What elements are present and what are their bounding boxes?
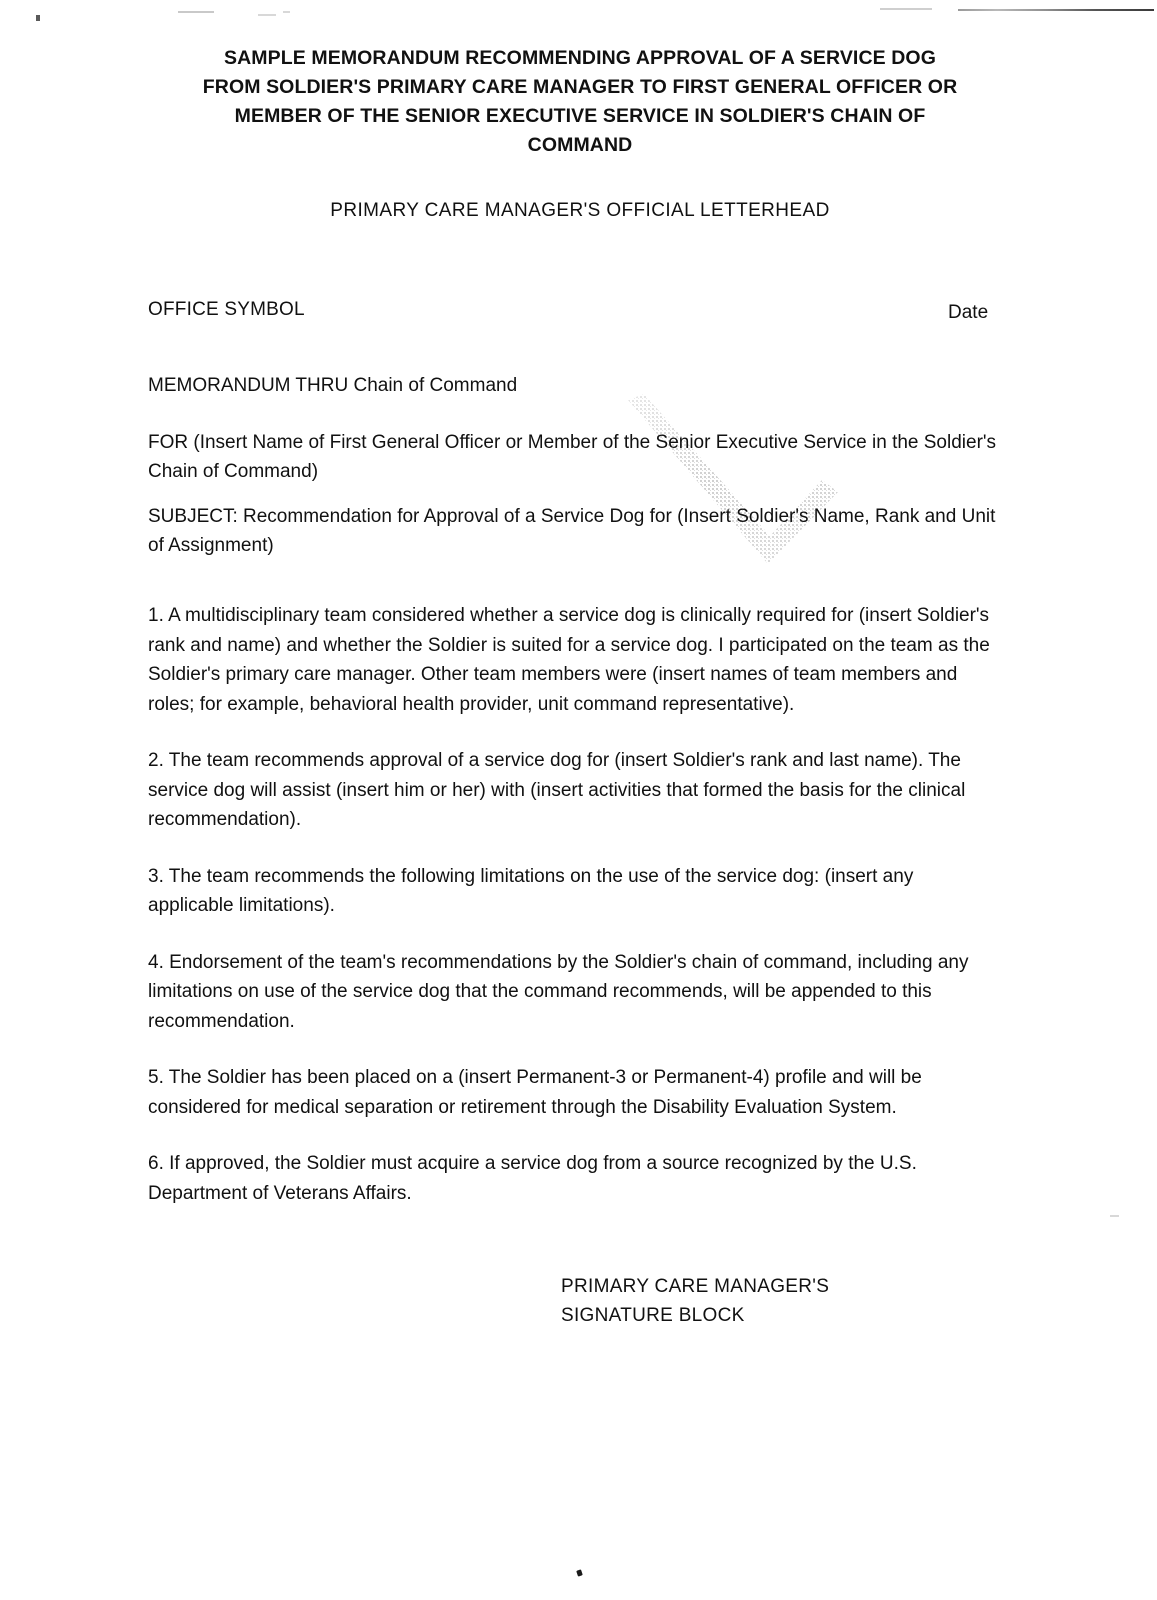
- memorandum-subject-line: SUBJECT: Recommendation for Approval of a Service Dog for (Insert Soldier's Name, Rank and Unit of Assignment): [148, 506, 996, 556]
- signature-block: [561, 1272, 829, 1330]
- scan-artifact-line-left: [178, 11, 214, 13]
- scan-artifact-speck-bottom: [576, 1569, 583, 1576]
- body-paragraph-6: 6. If approved, the Soldier must acquire a service dog from a source recognized by the U.S. Department of Veterans Affairs.: [148, 1153, 917, 1204]
- body-paragraph-4: 4. Endorsement of the team's recommendations by the Soldier's chain of command, including any limitations on use of the service dog that the command recommends, will be appended to this recommendation.: [148, 951, 969, 1032]
- body-paragraph-2: 2. The team recommends approval of a service dog for (insert Soldier's rank and last name). The service dog will assist (insert him or her) with (insert activities that formed the basis for the clinical recommendation).: [148, 750, 966, 830]
- signature-block-line-2: SIGNATURE BLOCK: [561, 1305, 745, 1326]
- body-paragraph-3: 3. The team recommends the following limitations on the use of the service dog: (insert any applicable limitations).: [148, 865, 914, 916]
- signature-block-line-1: PRIMARY CARE MANAGER'S: [561, 1276, 830, 1297]
- scan-artifact-speck-right: [1110, 1215, 1119, 1217]
- scan-artifact-speck-top-left: [36, 15, 40, 21]
- title-line-4: COMMAND: [527, 134, 633, 156]
- title-line-3: MEMBER OF THE SENIOR EXECUTIVE SERVICE IN SOLDIER'S CHAIN OF: [234, 105, 926, 127]
- memorandum-thru-line: MEMORANDUM THRU Chain of Command: [148, 375, 518, 396]
- page-title: [150, 44, 1010, 160]
- scan-artifact-speck-top-a: [258, 14, 276, 16]
- scan-artifact-line-center-right: [880, 8, 932, 10]
- letterhead-placeholder: PRIMARY CARE MANAGER'S OFFICIAL LETTERHEAD: [330, 200, 830, 221]
- scan-artifact-speck-top-b: [283, 11, 290, 13]
- title-line-2: FROM SOLDIER'S PRIMARY CARE MANAGER TO FIRST GENERAL OFFICER OR: [202, 76, 958, 98]
- body-paragraph-5: 5. The Soldier has been placed on a (insert Permanent-3 or Permanent-4) profile and will be considered for medical separation or retirement through the Disability Evaluation System.: [148, 1067, 922, 1118]
- date-label: Date: [948, 302, 989, 323]
- scan-artifact-line-right: [958, 9, 1154, 11]
- memorandum-for-line: FOR (Insert Name of First General Officer or Member of the Senior Executive Service in the Soldier's Chain of Command): [148, 432, 997, 482]
- office-symbol-label: OFFICE SYMBOL: [148, 299, 305, 320]
- title-line-1: SAMPLE MEMORANDUM RECOMMENDING APPROVAL OF A SERVICE DOG: [224, 47, 936, 69]
- body-paragraph-1: 1. A multidisciplinary team considered whether a service dog is clinically required for (insert Soldier's rank and name) and whether the Soldier is suited for a service dog. I participated on the team as the Soldier's primary care manager. Other team members were (insert names of team members and roles; for example, behavioral health provider, unit command representative).: [148, 605, 990, 715]
- memorandum-body: [148, 601, 996, 1208]
